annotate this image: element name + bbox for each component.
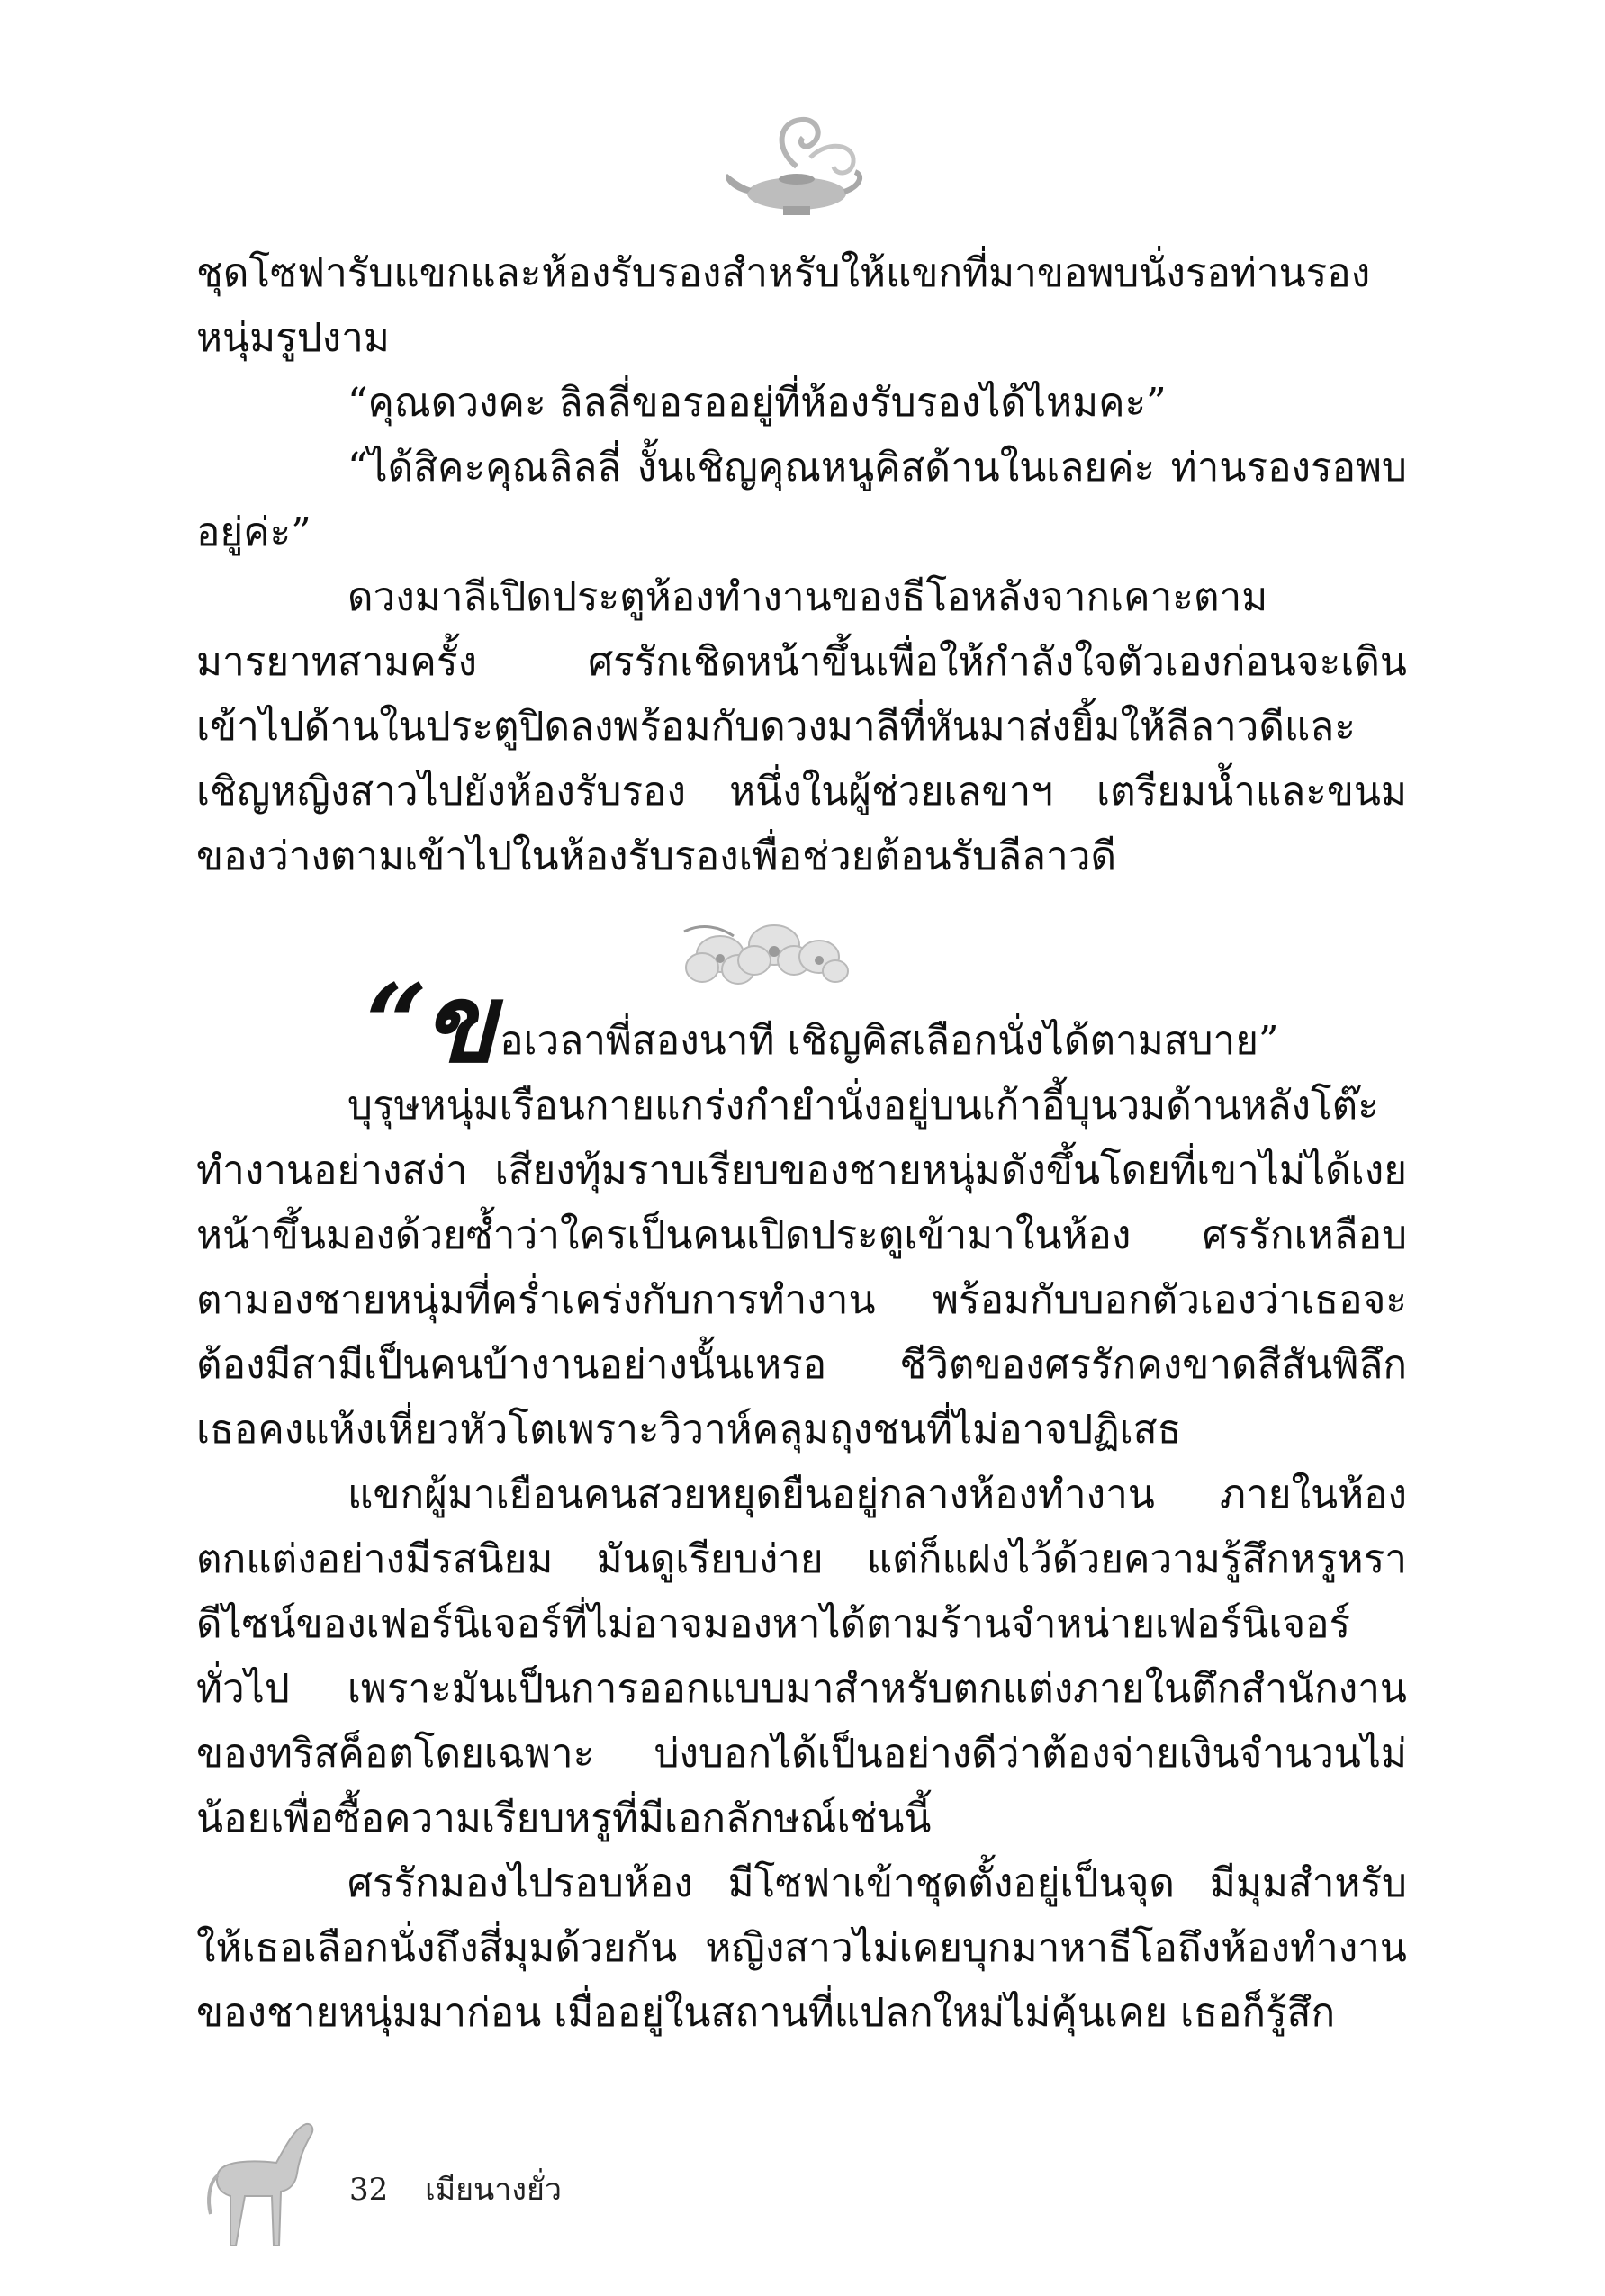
dropcap-rest: อเวลาพี่สองนาที เชิญคิสเลือกนั่งได้ตามสบาย” bbox=[500, 1018, 1279, 1064]
paragraph: แขกผู้มาเยือนคนสวยหยุดยืนอยู่กลางห้องทำงาน ภายในห้องตกแต่งอย่างมีรสนิยม มันดูเรียบง่าย แต่ก็แฝงไว้ด้วยความรู้สึกหรูหราดีไซน์ของเฟอร์นิเจอร์ที่ไม่อาจมองหาได้ตามร้านจำหน่ายเฟอร์นิเจอร์ทั่วไป เพราะมันเป็นการออกแบบมาสำหรับตกแต่งภายในตึกสำนักงานของทริสค็อตโดยเฉพาะ บ่งบอกได้เป็นอย่างดีว่าต้องจ่ายเงินจำนวนไม่น้อยเพื่อซื้อความเรียบหรูที่มีเอกลักษณ์เช่นนี้ bbox=[196, 1472, 1407, 1841]
dropcap-paragraph bbox=[196, 960, 1407, 1087]
horse-icon bbox=[191, 2111, 326, 2264]
page-number: 32 bbox=[349, 2172, 389, 2208]
paragraph: ศรรักมองไปรอบห้อง มีโซฟาเข้าชุดตั้งอยู่เป็นจุด มีมุมสำหรับให้เธอเลือกนั่งถึงสี่มุมด้วยกัน หญิงสาวไม่เคยบุกมาหาธีโอถึงห้องทำงานของชายหนุ่มมาก่อน เมื่ออยู่ในสถานที่แปลกใหม่ไม่คุ้นเคย เธอก็รู้สึก bbox=[196, 1860, 1407, 2036]
orchid-flowers-icon bbox=[666, 905, 855, 1004]
book-title: เมียนางยั่ว bbox=[425, 2172, 562, 2208]
paragraph: ชุดโซฟารับแขกและห้องรับรองสำหรับให้แขกที่มาขอพบนั่งรอท่านรองหนุ่มรูปงาม bbox=[196, 250, 1371, 361]
page-footer bbox=[349, 2167, 589, 2212]
drop-cap: “ข bbox=[365, 960, 491, 1087]
paragraph: “คุณดวงคะ ลิลลี่ขอรออยู่ที่ห้องรับรองได้ไหมคะ” bbox=[347, 380, 1167, 426]
paragraph: ดวงมาลีเปิดประตูห้องทำงานของธีโอหลังจากเคาะตามมารยาทสามครั้ง ศรรักเชิดหน้าขึ้นเพื่อให้กำลังใจตัวเองก่อนจะเดินเข้าไปด้านในประตูปิดลงพร้อมกับดวงมาลีที่หันมาส่งยิ้มให้ลีลาวดีและเชิญหญิงสาวไปยังห้องรับรอง หนึ่งในผู้ช่วยเลขาฯ เตรียมน้ำและขนมของว่างตามเข้าไปในห้องรับรองเพื่อช่วยต้อนรับลีลาวดี bbox=[196, 574, 1407, 879]
genie-lamp-icon bbox=[711, 104, 873, 230]
text-block-top bbox=[196, 241, 1407, 889]
paragraph: “ได้สิคะคุณลิลลี่ งั้นเชิญคุณหนูคิสด้านในเลยค่ะ ท่านรองรอพบอยู่ค่ะ” bbox=[196, 445, 1407, 555]
paragraph: บุรุษหนุ่มเรือนกายแกร่งกำยำนั่งอยู่บนเก้าอี้บุนวมด้านหลังโต๊ะทำงานอย่างสง่า เสียงทุ้มราบเรียบของชายหนุ่มดังขึ้นโดยที่เขาไม่ได้เงยหน้าขึ้นมองด้วยซ้ำว่าใครเป็นคนเปิดประตูเข้ามาในห้อง ศรรักเหลือบตามองชายหนุ่มที่คร่ำเคร่งกับการทำงาน พร้อมกับบอกตัวเองว่าเธอจะต้องมีสามีเป็นคนบ้างานอย่างนั้นเหรอ ชีวิตของศรรักคงขาดสีสันพิลึก เธอคงแห้งเหี่ยวหัวโตเพราะวิวาห์คลุมถุงชนที่ไม่อาจปฏิเสธ bbox=[196, 1083, 1407, 1453]
text-block-bottom bbox=[196, 960, 1407, 2046]
